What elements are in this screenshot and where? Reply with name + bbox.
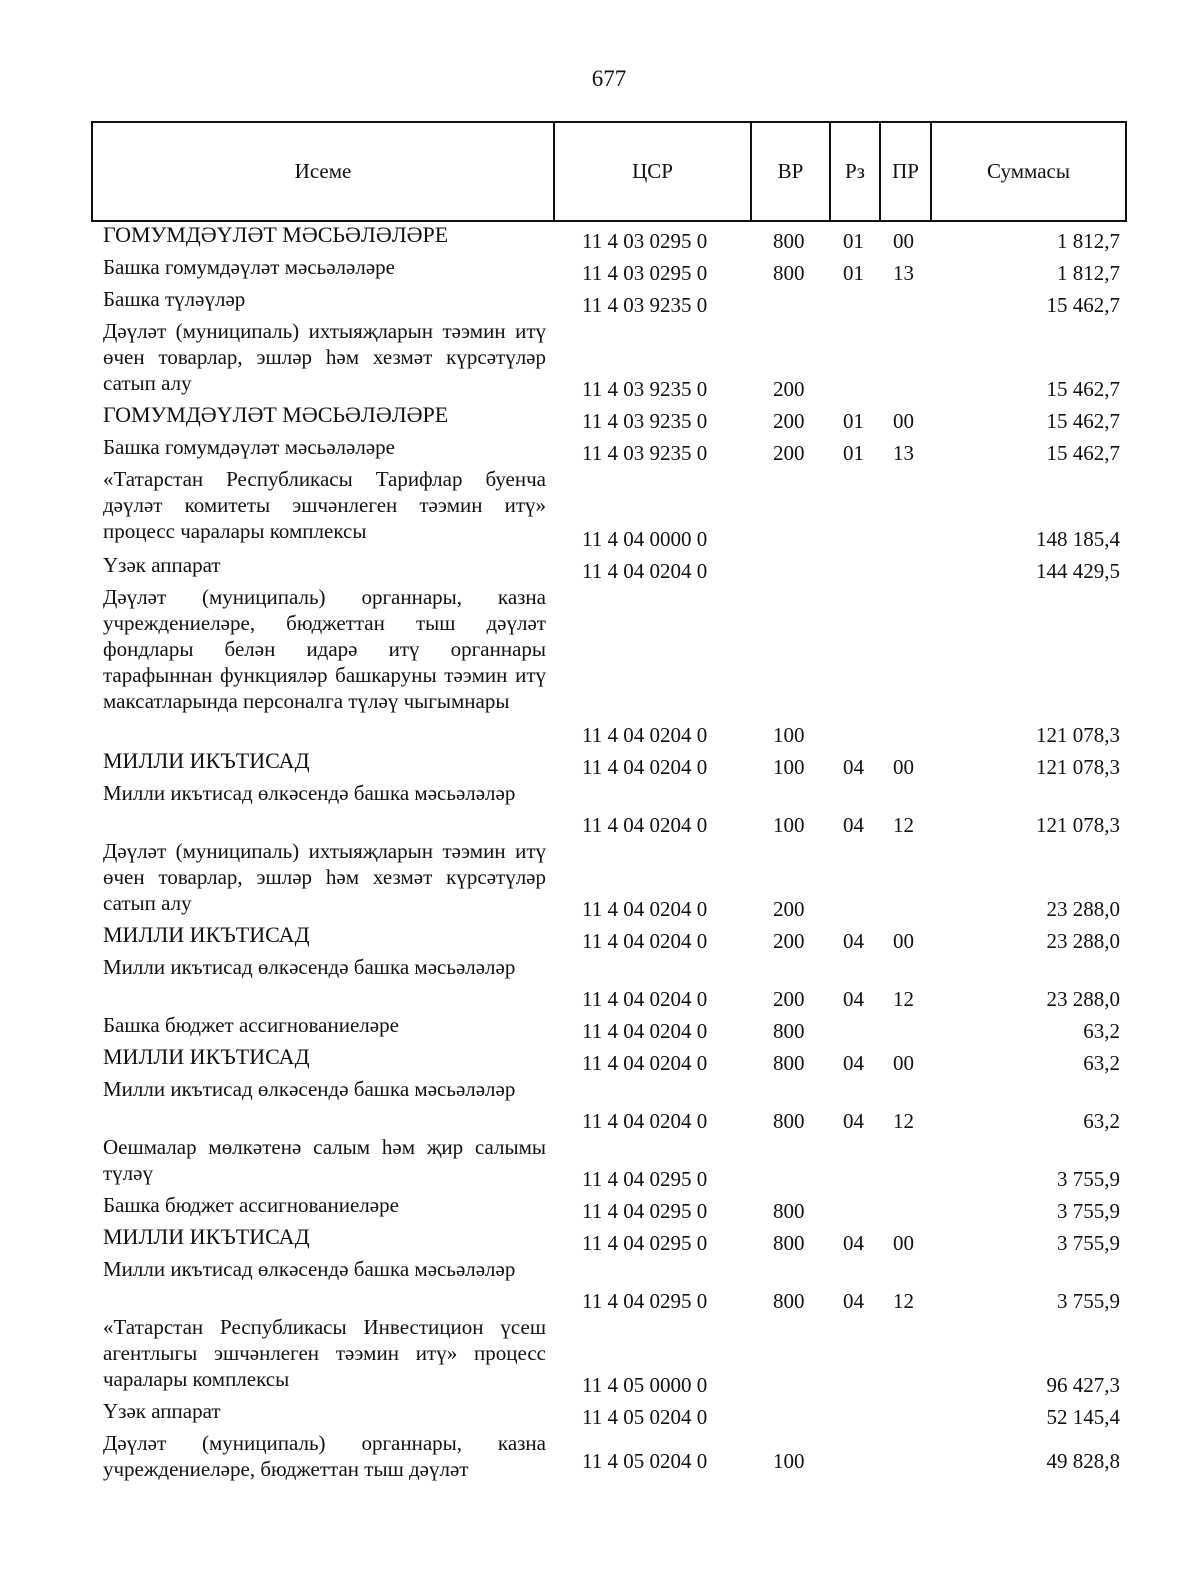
row-code: 11 4 05 0000 0 (582, 1373, 708, 1397)
row-rz: 04 (843, 755, 864, 779)
table-row (0, 1430, 1200, 1488)
table-row (0, 1134, 1200, 1192)
table-row (0, 1044, 1200, 1076)
row-vr: 800 (773, 1019, 805, 1043)
row-pr: 00 (893, 409, 914, 433)
table-row (0, 748, 1200, 780)
row-code: 11 4 04 0295 0 (582, 1167, 708, 1191)
row-rz: 04 (843, 929, 864, 953)
row-rz: 04 (843, 1051, 864, 1075)
row-rz: 04 (843, 987, 864, 1011)
row-code: 11 4 04 0204 0 (582, 723, 708, 747)
table-header (91, 121, 1127, 222)
row-name: Башка гомумдәүләт мәсьәләләре (103, 255, 395, 279)
row-vr: 800 (773, 1109, 805, 1133)
table-row (0, 222, 1200, 254)
row-name: МИЛЛИ ИКЪТИСАД (103, 1044, 310, 1069)
row-vr: 800 (773, 1199, 805, 1223)
row-code: 11 4 04 0204 0 (582, 1109, 708, 1133)
header-name: Исеме (92, 122, 554, 221)
row-sum: 49 828,8 (1046, 1449, 1120, 1473)
table-row (0, 1314, 1200, 1398)
row-code: 11 4 03 0295 0 (582, 261, 708, 285)
row-name: МИЛЛИ ИКЪТИСАД (103, 1224, 310, 1249)
row-vr: 100 (773, 1449, 805, 1473)
row-rz: 04 (843, 1289, 864, 1313)
row-vr: 800 (773, 1289, 805, 1313)
row-name: Дәүләт (муниципаль) органнары, казна учреждениеләре, бюджеттан тыш дәүләт фондлары белән идарә итү органнары тарафыннан функцияләр башкаруны тәэмин итү максатларында персоналга түләү чыгымнары (103, 585, 546, 713)
row-vr: 200 (773, 377, 805, 401)
row-vr: 200 (773, 897, 805, 921)
row-pr: 12 (893, 1289, 914, 1313)
row-code: 11 4 04 0295 0 (582, 1231, 708, 1255)
row-code: 11 4 04 0295 0 (582, 1289, 708, 1313)
row-code: 11 4 04 0204 0 (582, 755, 708, 779)
row-name: Башка түләүләр (103, 287, 246, 311)
row-sum: 144 429,5 (1036, 559, 1120, 583)
row-vr: 800 (773, 1051, 805, 1075)
table-row (0, 1012, 1200, 1044)
row-name: Милли икътисад өлкәсендә башка мәсьәләләр (103, 955, 516, 979)
row-vr: 200 (773, 929, 805, 953)
row-sum: 1 812,7 (1057, 261, 1120, 285)
row-name: «Татарстан Республикасы Тарифлар буенча дәүләт комитеты эшчәнлеген тәэмин итү» процесс чаралары комплексы (103, 467, 546, 543)
header-pr: ПР (880, 122, 931, 221)
row-name: Милли икътисад өлкәсендә башка мәсьәләләр (103, 1077, 516, 1101)
header-sum: Суммасы (931, 122, 1126, 221)
row-rz: 04 (843, 1231, 864, 1255)
row-code: 11 4 03 9235 0 (582, 409, 708, 433)
row-name: ГОМУМДӘҮЛӘТ МӘСЬӘЛӘЛӘРЕ (103, 222, 449, 247)
header-vr: ВР (751, 122, 830, 221)
table-row (0, 1256, 1200, 1314)
row-rz: 01 (843, 229, 864, 253)
header-rz: Рз (830, 122, 880, 221)
row-sum: 15 462,7 (1046, 293, 1120, 317)
table-row (0, 1398, 1200, 1430)
row-name: Милли икътисад өлкәсендә башка мәсьәләләр (103, 781, 516, 805)
row-vr: 100 (773, 723, 805, 747)
table-row (0, 1076, 1200, 1134)
row-code: 11 4 03 9235 0 (582, 441, 708, 465)
row-sum: 121 078,3 (1036, 755, 1120, 779)
table-row (0, 434, 1200, 466)
row-code: 11 4 05 0204 0 (582, 1449, 708, 1473)
table-row (0, 286, 1200, 318)
row-sum: 63,2 (1083, 1019, 1120, 1043)
row-name: Оешмалар мөлкәтенә салым һәм җир салымы түләү (103, 1135, 546, 1185)
row-pr: 13 (893, 441, 914, 465)
header-csr: ЦСР (554, 122, 751, 221)
row-sum: 3 755,9 (1057, 1289, 1120, 1313)
table-row (0, 780, 1200, 838)
row-code: 11 4 05 0204 0 (582, 1405, 708, 1429)
row-name: ГОМУМДӘҮЛӘТ МӘСЬӘЛӘЛӘРЕ (103, 402, 449, 427)
table-row (0, 922, 1200, 954)
row-sum: 63,2 (1083, 1109, 1120, 1133)
row-code: 11 4 04 0204 0 (582, 929, 708, 953)
table-body (0, 222, 1200, 1488)
row-code: 11 4 04 0204 0 (582, 1019, 708, 1043)
row-sum: 23 288,0 (1046, 929, 1120, 953)
row-vr: 100 (773, 813, 805, 837)
row-pr: 12 (893, 1109, 914, 1133)
row-rz: 04 (843, 813, 864, 837)
row-sum: 121 078,3 (1036, 723, 1120, 747)
table-row (0, 254, 1200, 286)
row-vr: 100 (773, 755, 805, 779)
row-vr: 800 (773, 1231, 805, 1255)
row-code: 11 4 03 0295 0 (582, 229, 708, 253)
row-pr: 00 (893, 1051, 914, 1075)
row-vr: 200 (773, 409, 805, 433)
row-vr: 800 (773, 229, 805, 253)
table-row (0, 1192, 1200, 1224)
row-sum: 52 145,4 (1046, 1405, 1120, 1429)
row-pr: 00 (893, 229, 914, 253)
row-pr: 13 (893, 261, 914, 285)
row-sum: 1 812,7 (1057, 229, 1120, 253)
row-name: Башка гомумдәүләт мәсьәләләре (103, 435, 395, 459)
table-row (0, 466, 1200, 552)
row-code: 11 4 04 0204 0 (582, 813, 708, 837)
page-number: 677 (591, 66, 627, 91)
row-name: МИЛЛИ ИКЪТИСАД (103, 748, 310, 773)
row-name: МИЛЛИ ИКЪТИСАД (103, 922, 310, 947)
row-sum: 15 462,7 (1046, 409, 1120, 433)
row-sum: 15 462,7 (1046, 377, 1120, 401)
row-name: Башка бюджет ассигнованиеләре (103, 1013, 399, 1037)
row-code: 11 4 04 0204 0 (582, 897, 708, 921)
row-sum: 148 185,4 (1036, 527, 1120, 551)
row-vr: 800 (773, 261, 805, 285)
row-name: Дәүләт (муниципаль) ихтыяҗларын тәэмин итү өчен товарлар, эшләр һәм хезмәт күрсәтүләр сатып алу (103, 319, 546, 395)
row-code: 11 4 04 0000 0 (582, 527, 708, 551)
row-pr: 12 (893, 813, 914, 837)
row-rz: 01 (843, 409, 864, 433)
row-pr: 12 (893, 987, 914, 1011)
row-name: Үзәк аппарат (103, 1399, 221, 1423)
table-row (0, 838, 1200, 922)
row-code: 11 4 04 0204 0 (582, 987, 708, 1011)
row-sum: 63,2 (1083, 1051, 1120, 1075)
row-code: 11 4 03 9235 0 (582, 293, 708, 317)
row-sum: 3 755,9 (1057, 1199, 1120, 1223)
row-code: 11 4 03 9235 0 (582, 377, 708, 401)
row-name: Үзәк аппарат (103, 553, 221, 577)
row-sum: 3 755,9 (1057, 1231, 1120, 1255)
row-name: Башка бюджет ассигнованиеләре (103, 1193, 399, 1217)
row-pr: 00 (893, 755, 914, 779)
row-rz: 01 (843, 261, 864, 285)
row-sum: 23 288,0 (1046, 987, 1120, 1011)
row-name: Дәүләт (муниципаль) ихтыяҗларын тәэмин итү өчен товарлар, эшләр һәм хезмәт күрсәтүләр сатып алу (103, 839, 546, 915)
row-vr: 200 (773, 441, 805, 465)
table-row (0, 402, 1200, 434)
row-sum: 23 288,0 (1046, 897, 1120, 921)
row-sum: 3 755,9 (1057, 1167, 1120, 1191)
row-name: «Татарстан Республикасы Инвестицион үсеш агентлыгы эшчәнлеген тәэмин итү» процесс чаралары комплексы (103, 1315, 546, 1391)
row-rz: 01 (843, 441, 864, 465)
row-sum: 96 427,3 (1046, 1373, 1120, 1397)
table-row (0, 584, 1200, 748)
row-sum: 121 078,3 (1036, 813, 1120, 837)
row-vr: 200 (773, 987, 805, 1011)
row-pr: 00 (893, 1231, 914, 1255)
table-row (0, 552, 1200, 584)
table-row (0, 1224, 1200, 1256)
row-pr: 00 (893, 929, 914, 953)
row-name: Дәүләт (муниципаль) органнары, казна учреждениеләре, бюджеттан тыш дәүләт (103, 1431, 546, 1481)
row-code: 11 4 04 0295 0 (582, 1199, 708, 1223)
row-name: Милли икътисад өлкәсендә башка мәсьәләләр (103, 1257, 516, 1281)
row-sum: 15 462,7 (1046, 441, 1120, 465)
row-rz: 04 (843, 1109, 864, 1133)
row-code: 11 4 04 0204 0 (582, 1051, 708, 1075)
table-row (0, 954, 1200, 1012)
table-row (0, 318, 1200, 402)
row-code: 11 4 04 0204 0 (582, 559, 708, 583)
